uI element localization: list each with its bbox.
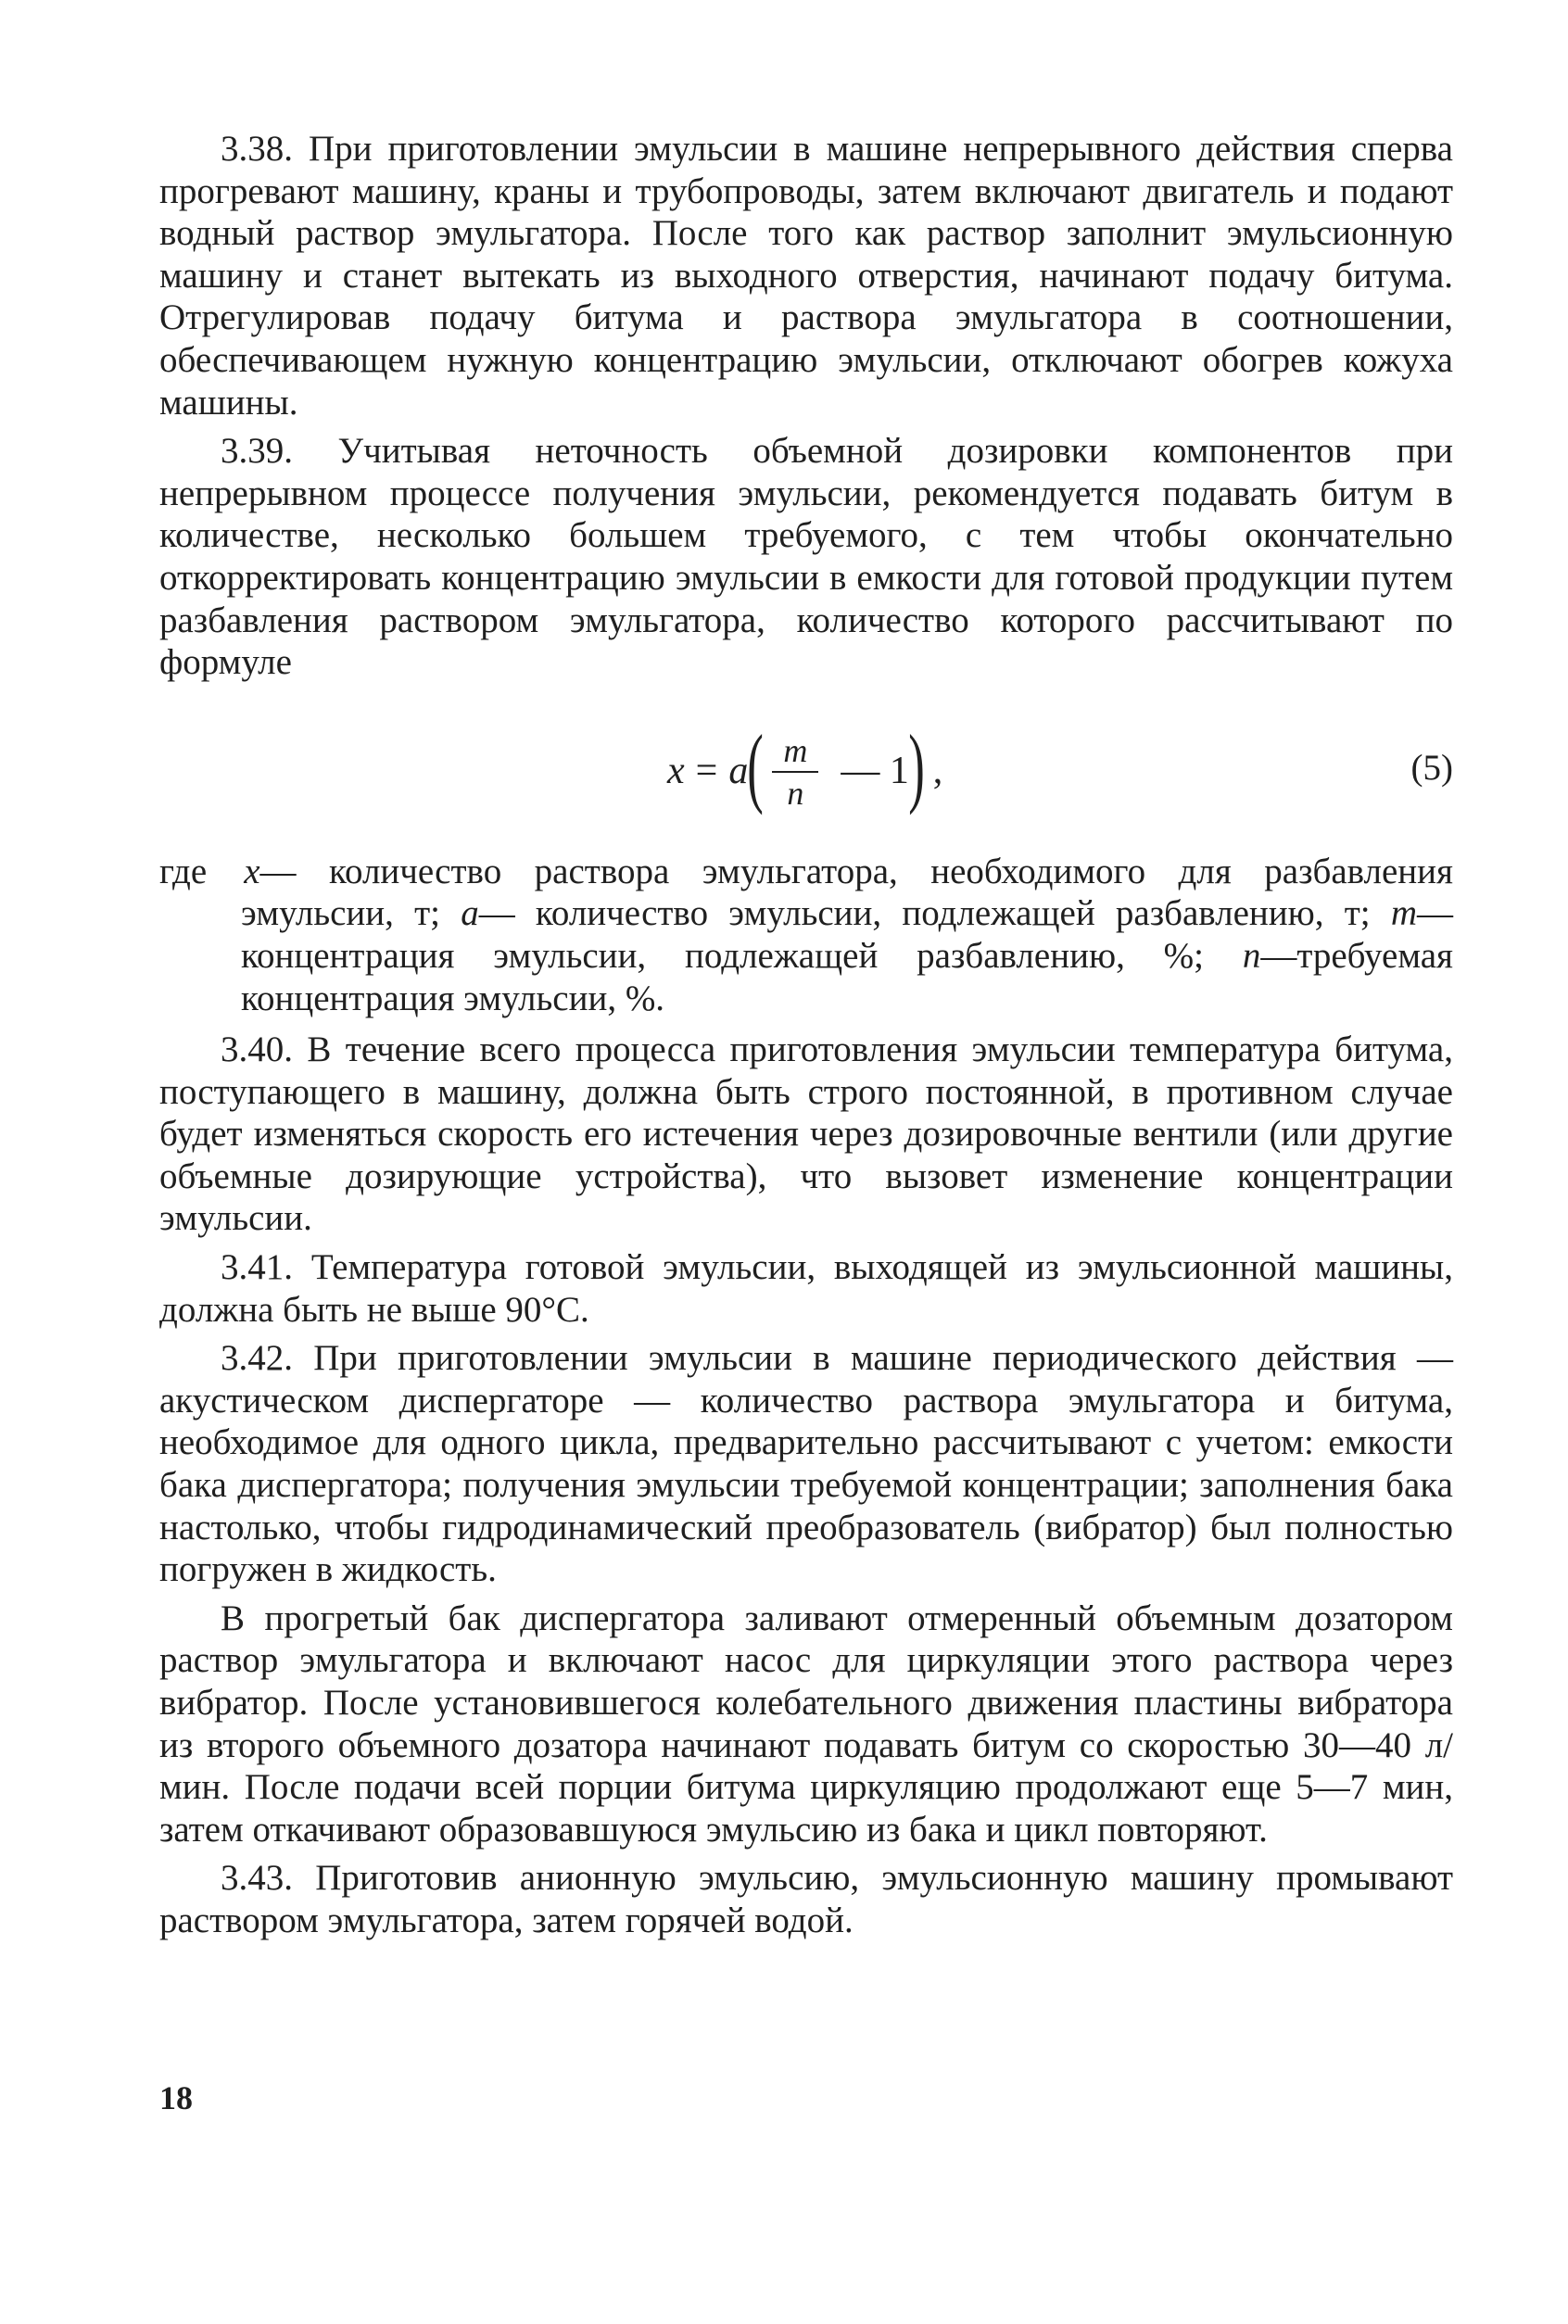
- paragraph-3-42: 3.42. При приготовлении эмульсии в машине периодического действия — акустическом диспергаторе — количество раствора эмульгатора и битума, необходимое для одного цикла, предварительно рассчитывают с учетом: емкости бака диспергатора; получения эмульсии требуемой концентрации; заполнения бака настолько, чтобы гидродинамический преобразователь (вибратор) был полностью погружен в жидкость.: [159, 1338, 1453, 1590]
- formula-fraction: [772, 732, 818, 812]
- paragraph-3-39: 3.39. Учитывая неточность объемной дозировки компонентов при непрерывном процессе получения эмульсии, рекомендуется подавать битум в количестве, несколько большем требуемого, с тем чтобы окончательно откорректировать концентрацию эмульсии в емкости для готовой продукции путем разбавления раствором эмульгатора, количество которого рассчитывают по формуле: [159, 431, 1453, 683]
- formula-minus-one: — 1: [841, 749, 909, 792]
- formula-a: a: [728, 749, 749, 792]
- paragraph-3-41: 3.41. Температура готовой эмульсии, выходящей из эмульсионной машины, должна быть не выше 90°С.: [159, 1247, 1453, 1330]
- paragraph-3-42-continued: В прогретый бак диспергатора заливают отмеренный объемным дозатором раствор эмульгатора и включают насос для циркуляции этого раствора через вибратор. После установившегося колебательного движения пластины вибратора из второго объемного дозатора начинают подавать битум со скоростью 30—40 л/мин. После подачи всей порции битума циркуляцию продолжают еще 5—7 мин, затем откачивают образовавшуюся эмульсию из бака и цикл повторяют.: [159, 1598, 1453, 1850]
- legend-m-desc: — концентрация эмульсии, подлежащей разбавлению, %;: [241, 893, 1454, 976]
- paragraph-3-40: 3.40. В течение всего процесса приготовления эмульсии температура битума, поступающего в машину, должна быть строго постоянной, в противном случае будет изменяться скорость его истечения через дозировочные вентили (или другие объемные дозирующие устройства), что вызовет изменение концентрации эмульсии.: [159, 1029, 1453, 1239]
- formula-legend: [159, 851, 1453, 1019]
- paragraph-3-43: 3.43. Приготовив анионную эмульсию, эмульсионную машину промывают раствором эмульгатора, затем горячей водой.: [159, 1858, 1453, 1940]
- formula-numerator: m: [783, 731, 808, 769]
- legend-where-word: где: [159, 851, 208, 891]
- legend-m-var: m: [1390, 893, 1418, 934]
- legend-a-desc: — количество эмульсии, подлежащей разбавлению, т;: [478, 893, 1371, 934]
- formula-lhs: x: [667, 749, 685, 792]
- formula-expression: [667, 712, 942, 832]
- fraction-bar: [772, 771, 818, 773]
- legend-n-desc: —требуемая концентрация эмульсии, %.: [241, 935, 1453, 1018]
- formula-equals: =: [695, 749, 718, 792]
- formula-number: (5): [1410, 747, 1453, 788]
- formula-left-paren: (: [747, 715, 765, 815]
- legend-x-var: x: [244, 851, 260, 891]
- formula-right-paren: ): [908, 715, 925, 815]
- formula-comma: ,: [932, 749, 943, 792]
- page-number: 18: [159, 2079, 193, 2116]
- legend-x-desc: — количество раствора эмульгатора, необходимого для разбавления эмульсии, т;: [241, 851, 1453, 934]
- paragraph-3-38: 3.38. При приготовлении эмульсии в машине непрерывного действия сперва прогревают машину, краны и трубопроводы, затем включают двигатель и подают водный раствор эмульгатора. После того как раствор заполнит эмульсионную машину и станет вытекать из выходного отверстия, начинают подачу битума. Отрегулировав подачу битума и раствора эмульгатора в соотношении, обеспечивающем нужную концентрацию эмульсии, отключают обогрев кожуха машины.: [159, 129, 1453, 423]
- legend-n-var: n: [1242, 935, 1261, 976]
- legend-a-var: a: [461, 893, 479, 934]
- formula-denominator: n: [787, 774, 804, 812]
- page-body: [159, 128, 1453, 1949]
- formula-5: [159, 712, 1453, 832]
